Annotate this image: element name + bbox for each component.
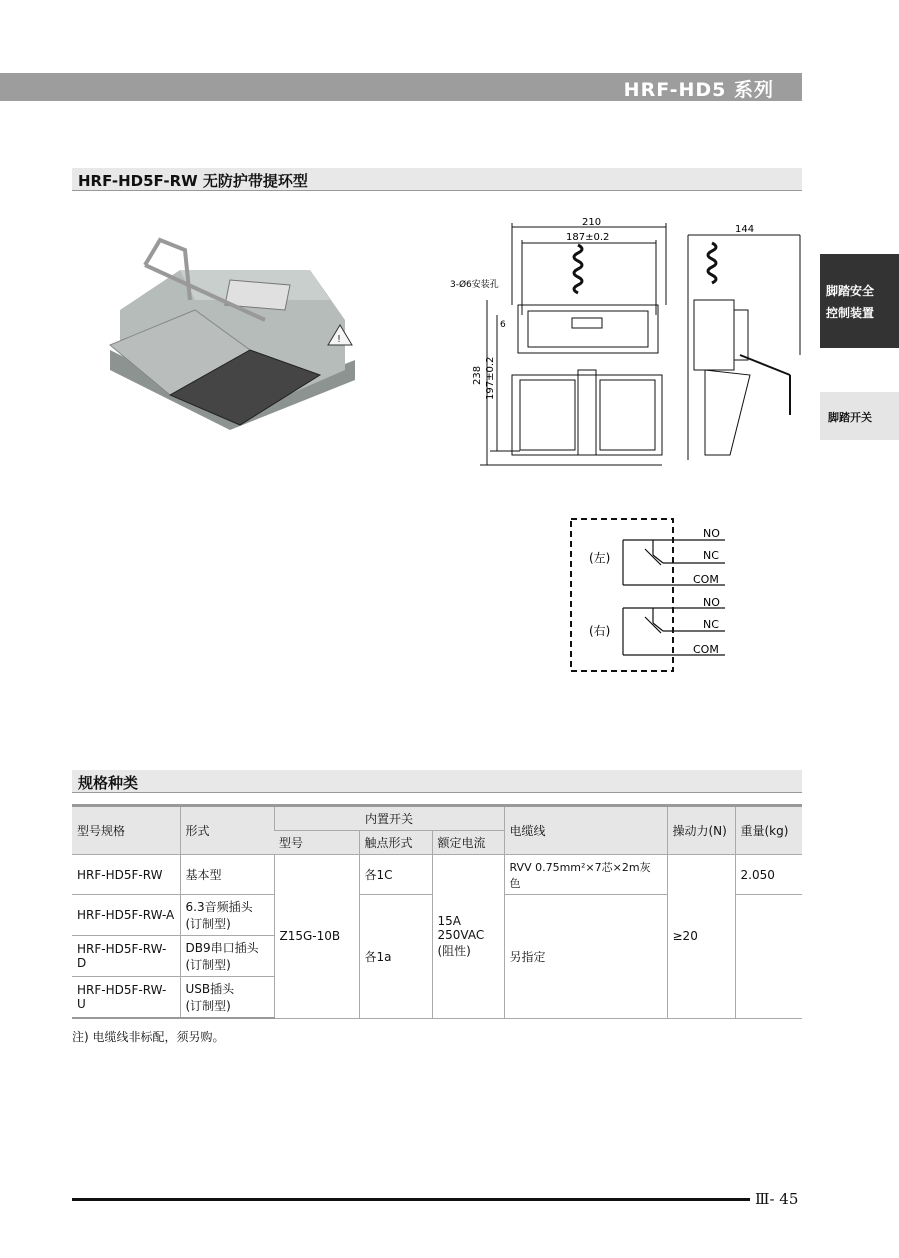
cell-weight <box>735 895 802 1019</box>
dim-height: 238 <box>472 365 483 385</box>
form-line: DB9串口插头 <box>185 941 259 955</box>
circuit-diagram <box>565 515 735 677</box>
cell-model: HRF-HD5F-RW-A <box>72 895 180 936</box>
spec-table <box>72 804 802 1019</box>
cell-cable: 另指定 <box>504 895 667 1019</box>
header-cable: 电缆线 <box>504 806 667 855</box>
form-line: (订制型) <box>185 999 231 1013</box>
footnote: 注) 电缆线非标配，须另购。 <box>72 1030 225 1044</box>
terminal-com: COM <box>693 573 719 586</box>
current-line: 250VAC <box>437 927 485 942</box>
dimension-drawing <box>450 215 810 475</box>
header-current: 额定电流 <box>432 831 504 855</box>
header-contact: 触点形式 <box>359 831 432 855</box>
cell-switch-model: Z15G-10B <box>274 855 359 1019</box>
terminal-no: NO <box>703 596 720 609</box>
cell-current <box>432 855 504 1019</box>
cell-contact: 各1C <box>359 855 432 895</box>
header-model: 型号规格 <box>72 806 180 855</box>
header-force: 操动力(N) <box>667 806 735 855</box>
table-row <box>72 855 802 895</box>
form-line: (订制型) <box>185 917 231 931</box>
cell-form <box>180 977 274 1019</box>
page-number: Ⅲ- 45 <box>755 1190 799 1208</box>
product-photo <box>100 230 360 430</box>
side-tab-foot-switch[interactable] <box>820 392 899 440</box>
series-title: HRF-HD5 系列 <box>623 79 774 101</box>
terminal-nc: NC <box>703 618 719 631</box>
cell-model: HRF-HD5F-RW-D <box>72 936 180 977</box>
header-switch-model: 型号 <box>274 831 359 855</box>
cell-contact: 各1a <box>359 895 432 1019</box>
section-header <box>72 168 802 191</box>
terminal-no: NO <box>703 527 720 540</box>
svg-text:!: ! <box>337 334 342 345</box>
current-line: (阻性) <box>437 943 471 958</box>
current-line: 15A <box>437 913 461 928</box>
cell-model: HRF-HD5F-RW <box>72 855 180 895</box>
header-weight: 重量(kg) <box>735 806 802 855</box>
header-form: 形式 <box>180 806 274 855</box>
cell-form <box>180 936 274 977</box>
dim-hole-vertical: 197±0.2 <box>485 356 496 400</box>
cell-form <box>180 895 274 936</box>
header-switch: 内置开关 <box>274 806 504 831</box>
cell-model: HRF-HD5F-RW-U <box>72 977 180 1019</box>
terminal-com: COM <box>693 643 719 656</box>
section-title: 规格种类 <box>78 774 139 792</box>
cell-form: 基本型 <box>180 855 274 895</box>
cell-weight: 2.050 <box>735 855 802 895</box>
dim-depth: 144 <box>735 224 755 235</box>
section-header <box>72 770 802 793</box>
footer-rule <box>72 1198 750 1201</box>
side-tab-label: 脚踏开关 <box>828 411 872 424</box>
hole-label: 3-Ø6安装孔 <box>450 280 499 290</box>
section-title: HRF-HD5F-RW 无防护带提环型 <box>78 172 308 190</box>
series-header-bar <box>0 73 802 101</box>
circuit-left-label: (左) <box>589 551 611 565</box>
side-tab-label: 控制装置 <box>826 306 875 320</box>
dim-hole-pitch: 187±0.2 <box>566 232 610 243</box>
dim-width: 210 <box>582 217 602 228</box>
cell-force: ≥20 <box>667 855 735 1019</box>
circuit-right-label: (右) <box>589 624 611 638</box>
side-tab-label: 脚踏安全 <box>826 284 875 298</box>
side-tab-safety-control[interactable] <box>820 254 899 348</box>
form-line: 6.3音频插头 <box>185 900 253 914</box>
form-line: USB插头 <box>185 982 235 996</box>
cell-cable: RVV 0.75mm²×7芯×2m灰色 <box>504 855 667 895</box>
form-line: (订制型) <box>185 958 231 972</box>
terminal-nc: NC <box>703 549 719 562</box>
dim-six: 6 <box>500 320 506 330</box>
